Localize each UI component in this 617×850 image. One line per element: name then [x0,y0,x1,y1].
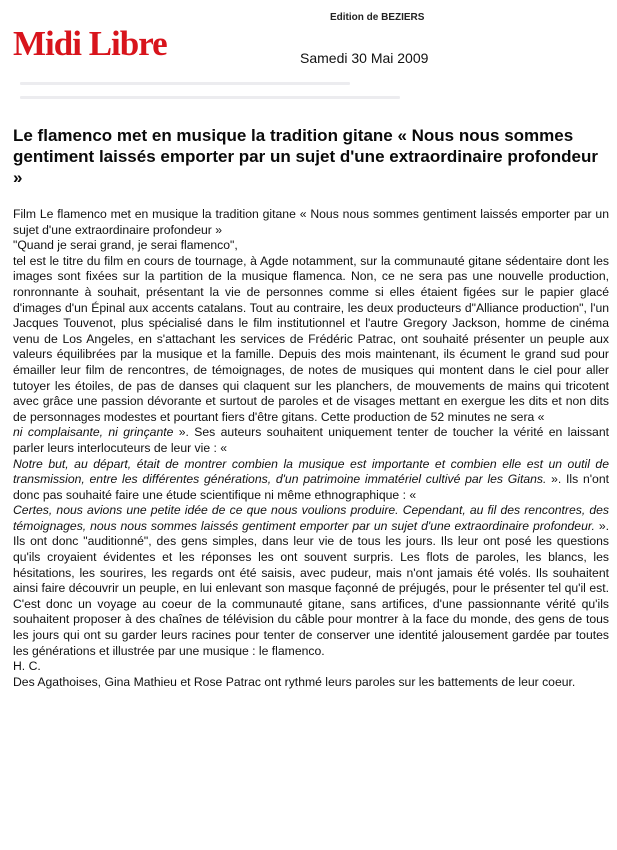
faded-line-2 [20,96,400,99]
photo-caption: Des Agathoises, Gina Mathieu et Rose Patrac ont rythmé leurs paroles sur les battements de leur coeur. [13,674,576,689]
publication-date: Samedi 30 Mai 2009 [300,50,429,66]
newspaper-logo: Midi Libre [13,24,167,63]
quote-2: Notre but, au départ, était de montrer combien la musique est importante et combien elle est un outil de transmission, entre les différentes générations, d'un patrimoine immatériel cultivé par les Gitans. [13,456,609,487]
article-headline: Le flamenco met en musique la tradition gitane « Nous nous sommes gentiment laissés emporter par un sujet d'une extraordinaire profondeur » [13,126,598,187]
body-text-2: ». Ses auteurs souhaitent uniquement tenter de toucher la vérité en laissant parler leurs interlocuteurs de leur vie : « [13,425,609,455]
quote-1: ni complaisante, ni grinçante [13,425,174,440]
article-paragraph [13,254,609,659]
edition-label: Edition de BEZIERS [330,12,425,23]
article-body [13,207,609,690]
body-text-4: ». Ils ont donc "auditionné", des gens simples, dans leur vie de tous les jours. Ils leur ont posé les questions qu'ils croyaient évidentes et les réponses les ont souvent surpris. Les flots de paroles, les blancs, les hésitations, les sourires, les regards ont été saisis, avec pudeur, mais n'ont jamais été volés. Ils souhaitent ainsi faire découvrir un peuple, en lui enlevant son masque façonné de préjugés, pour le présenter tel qu'il est. C'est donc un voyage au coeur de la communauté gitane, sans artifices, d'une passionnante vérité qu'ils souhaitent proposer à des chaînes de télévision du câble pour montrer à la face du monde, des gens de tous les jours qui ont su garder leurs racines pour tenter de conserver une identité jalousement gardée par toutes les générations et illustrée par une musique : le flamenco. [13,518,609,658]
body-text-3: ». Ils n'ont donc pas souhaité faire une étude scientifique ni même ethnographique : « [13,472,609,502]
body-text-1: tel est le titre du film en cours de tournage, à Agde notamment, sur la communauté gitane sédentaire dont les images sont fixées sur la partition de la musique flamenca. Non, ce ne sera pas une nouvelle production, ronronnante à souhait, présentant la vie de personnes comme si elles étaient figées sur le papier glacé d'images d'un Épinal aux accents catalans. Tout au contraire, les deux producteurs d"Alliance production", l'un Jacques Touvenot, plus spécialisé dans le film institutionnel et l'autre Gregory Jackson, homme de cinéma venu de Los Angeles, en s'attachant les services de Frédéric Patrac, ont souhaité présenter un peuple aux valeurs équilibrées par la musique et la famille. Depuis des mois maintenant, ils écument le grand sud pour émailler leur film de rencontres, de témoignages, de notes de musiques qui montent dans le ciel pour aller tutoyer les étoiles, de pas de danses qui claquent sur les planchers, de mouvements de mains qui tricotent avec grâce une passion dévorante et surtout de paroles et de visages mettant en exergue les dits et non dits de personnages modestes et pourtant fiers d'être gitans. Cette production de 52 minutes ne sera « [13,253,609,424]
film-title-quote: "Quand je serai grand, je serai flamenco", [13,238,238,253]
article-intro: Film Le flamenco met en musique la tradition gitane « Nous nous sommes gentiment laissés emporter par un sujet d'une extraordinaire profondeur » [13,207,609,237]
faded-line-1 [20,82,350,85]
quote-3: Certes, nous avions une petite idée de ce que nous voulions produire. Cependant, au fil des rencontres, des témoignages, nous nous sommes laissés gentiment emporter par un sujet d'une extraordinaire profondeur. [13,503,609,533]
author-signature: H. C. [13,659,41,674]
